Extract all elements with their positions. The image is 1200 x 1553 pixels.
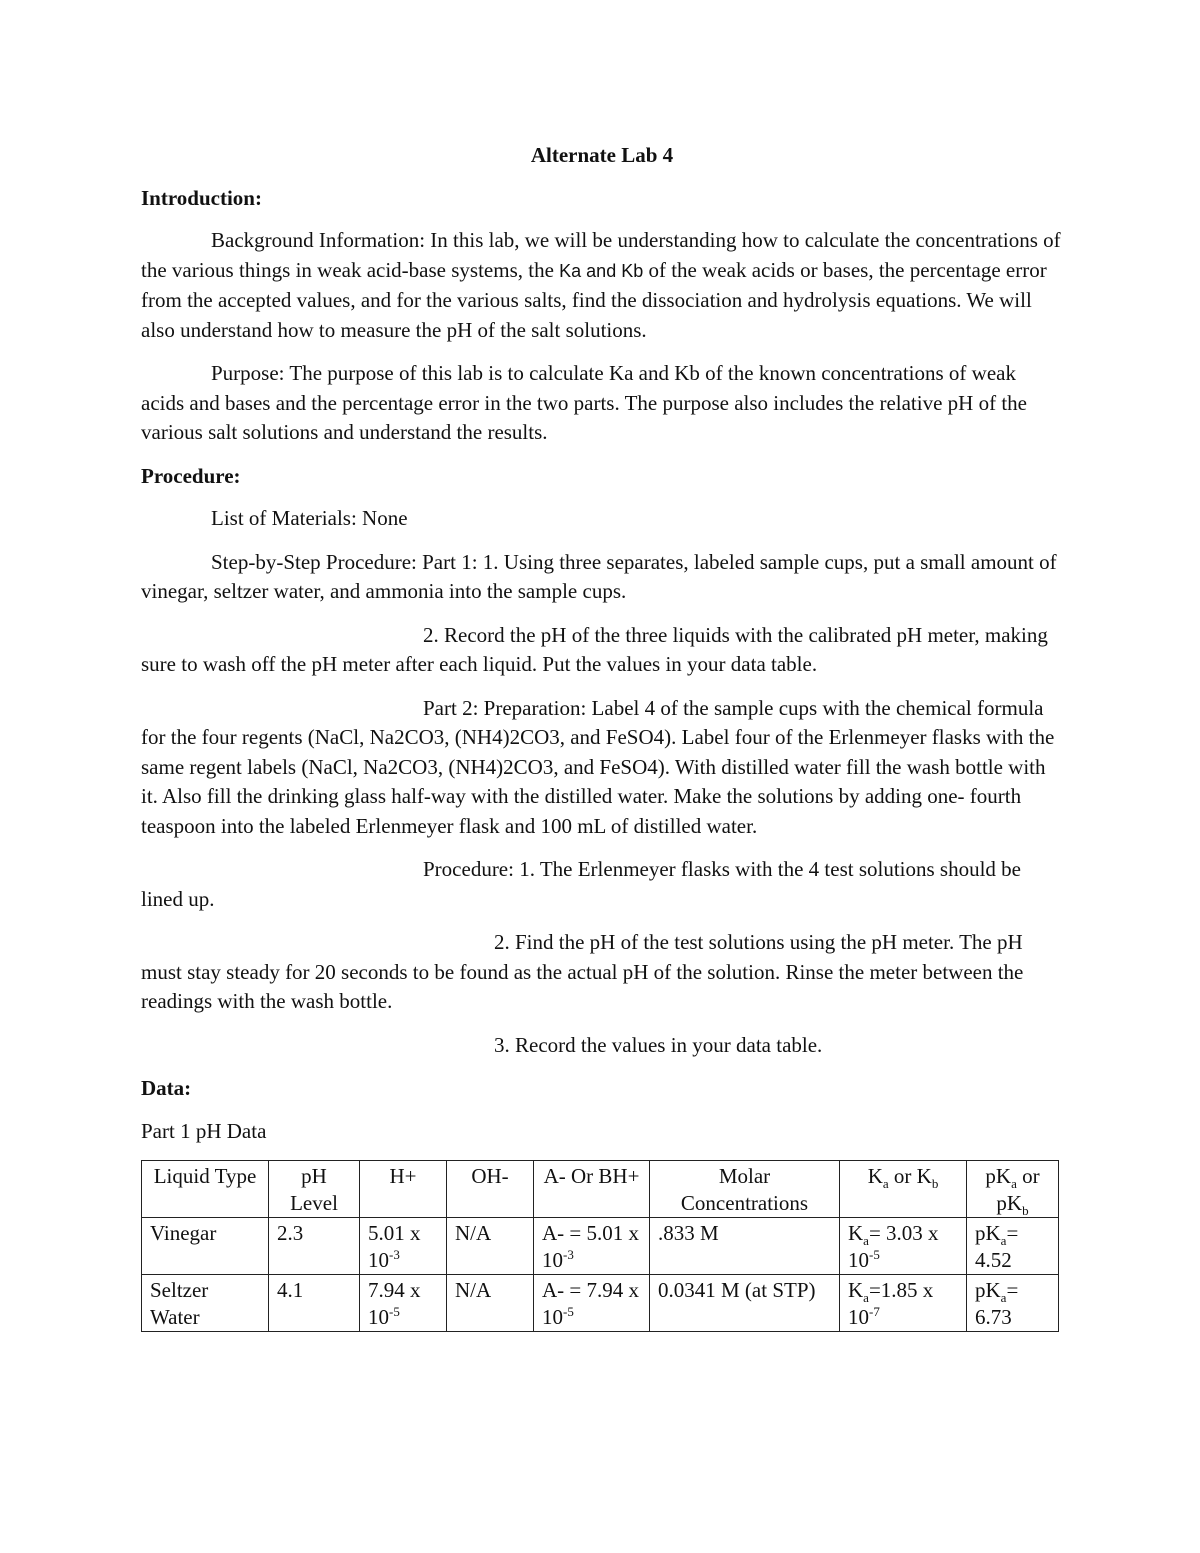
ph-data-table <box>141 1160 1059 1332</box>
k-exponent: -5 <box>869 1247 880 1262</box>
k-base: =1.85 x 10 <box>848 1278 934 1329</box>
pk-symbol: pK <box>975 1221 1001 1245</box>
part2-step1-paragraph: Procedure: 1. The Erlenmeyer flasks with the 4 test solutions should be lined up. <box>141 857 1021 911</box>
cell-liquid: Vinegar <box>142 1218 269 1275</box>
part2-step3-paragraph: 3. Record the values in your data table. <box>494 1032 823 1057</box>
part1-step2-paragraph: 2. Record the pH of the three liquids with the calibrated pH meter, making sure to wash off the pH meter after each liquid. Put the values in your data table. <box>141 622 1048 676</box>
cell-ph: 2.3 <box>269 1218 360 1275</box>
header-liquid-type: Liquid Type <box>142 1161 269 1218</box>
purpose-paragraph: Purpose: The purpose of this lab is to calculate Ka and Kb of the known concentrations of weak acids and bases and the percentage error in the two parts. The purpose also includes the relative pH of the various salt solutions and understand the results. <box>141 361 1027 444</box>
header-pk-or: or pK <box>996 1164 1040 1215</box>
cell-k <box>840 1275 967 1332</box>
table-caption: Part 1 pH Data <box>141 1118 267 1143</box>
pk-value: = 4.52 <box>975 1221 1019 1272</box>
part1-step1-paragraph: Step-by-Step Procedure: Part 1: 1. Using three separates, labeled sample cups, put a small amount of vinegar, seltzer water, and ammonia into the sample cups. <box>141 549 1057 603</box>
background-text-b: of the weak acids or bases, the percentage error from the accepted values, and for the various salts, find the dissociation and hydrolysis equations. We will also understand how to measure the pH of the salt solutions. <box>141 257 1047 342</box>
cell-ph: 4.1 <box>269 1275 360 1332</box>
a-base: A- = 5.01 x 10 <box>542 1221 640 1272</box>
introduction-heading: Introduction: <box>141 185 262 210</box>
a-exponent: -5 <box>563 1304 574 1319</box>
table-header-row <box>142 1161 1059 1218</box>
cell-h-plus <box>360 1275 447 1332</box>
a-exponent: -3 <box>563 1247 574 1262</box>
document-body <box>141 141 1063 1332</box>
a-base: A- = 7.94 x 10 <box>542 1278 640 1329</box>
header-k-subscript-b: b <box>931 1176 939 1192</box>
pk-subscript: a <box>1000 1290 1007 1306</box>
background-paragraph <box>141 226 1063 345</box>
header-ka-or-kb <box>840 1161 967 1218</box>
header-pk-symbol: pK <box>985 1164 1012 1188</box>
k-subscript: a <box>863 1233 869 1249</box>
table-row <box>142 1275 1059 1332</box>
cell-h-plus <box>360 1218 447 1275</box>
header-pk-subscript-a: a <box>1011 1176 1017 1192</box>
header-a-or-bh: A- Or BH+ <box>534 1161 650 1218</box>
k-symbol: K <box>848 1278 864 1302</box>
header-k-symbol: K <box>867 1164 883 1188</box>
cell-molar: .833 M <box>650 1218 840 1275</box>
ka-kb-text: Ka and Kb <box>559 260 644 281</box>
k-exponent: -7 <box>869 1304 880 1319</box>
pk-subscript: a <box>1000 1233 1007 1249</box>
pk-symbol: pK <box>975 1278 1001 1302</box>
cell-molar: 0.0341 M (at STP) <box>650 1275 840 1332</box>
h-exponent: -5 <box>389 1304 400 1319</box>
header-pk-subscript-b: b <box>1022 1203 1029 1219</box>
header-molar-concentrations: Molar Concentrations <box>650 1161 840 1218</box>
header-ph-level: pH Level <box>269 1161 360 1218</box>
k-symbol: K <box>848 1221 864 1245</box>
header-k-or: or K <box>888 1164 932 1188</box>
materials-paragraph: List of Materials: None <box>211 506 408 530</box>
header-h-plus: H+ <box>360 1161 447 1218</box>
background-text-a: Background Information: In this lab, we will be understanding how to calculate the concentrations of the various things in weak acid-base systems, the <box>141 228 1061 282</box>
data-heading: Data: <box>141 1076 192 1100</box>
header-oh-minus: OH- <box>447 1161 534 1218</box>
h-exponent: -3 <box>389 1247 400 1262</box>
cell-pk <box>967 1218 1059 1275</box>
cell-oh-minus: N/A <box>447 1218 534 1275</box>
k-base: = 3.03 x 10 <box>848 1221 939 1272</box>
h-base: 5.01 x 10 <box>368 1221 421 1272</box>
table-row <box>142 1218 1059 1275</box>
cell-liquid: Seltzer Water <box>142 1275 269 1332</box>
header-k-subscript-a: a <box>882 1176 889 1192</box>
cell-a-or-bh <box>534 1275 650 1332</box>
h-base: 7.94 x 10 <box>368 1278 421 1329</box>
document-title: Alternate Lab 4 <box>530 143 674 167</box>
cell-pk <box>967 1275 1059 1332</box>
cell-oh-minus: N/A <box>447 1275 534 1332</box>
part2-prep-paragraph: Part 2: Preparation: Label 4 of the sample cups with the chemical formula for the four regents (NaCl, Na2CO3, (NH4)2CO3, and FeSO4). Label four of the Erlenmeyer flasks with the same regent labels (NaCl, Na2CO3, (NH4)2CO3, and FeSO4). With distilled water fill the wash bottle with it. Also fill the drinking glass half-way with the distilled water. Make the solutions by adding one- fourth teaspoon into the labeled Erlenmeyer flask and 100 mL of distilled water. <box>141 695 1055 838</box>
procedure-heading: Procedure: <box>141 463 241 488</box>
pk-value: = 6.73 <box>975 1278 1019 1329</box>
cell-a-or-bh <box>534 1218 650 1275</box>
header-pka-or-pkb <box>967 1161 1059 1218</box>
cell-k <box>840 1218 967 1275</box>
part2-step2-paragraph: 2. Find the pH of the test solutions using the pH meter. The pH must stay steady for 20 seconds to be found as the actual pH of the solution. Rinse the meter between the readings with the wash bottle. <box>141 930 1024 1013</box>
k-subscript: a <box>863 1290 869 1306</box>
